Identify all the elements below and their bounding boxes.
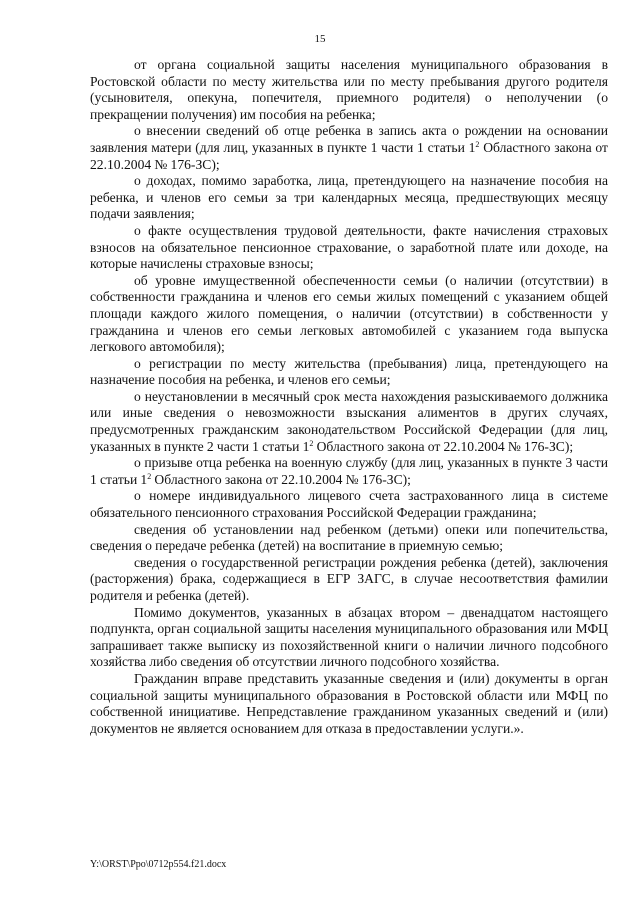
paragraph: сведения об установлении над ребенком (детьми) опеки или попечительства, сведения о передаче ребенка (детей) на воспитание в приемную семью; (90, 521, 608, 554)
paragraph: о призыве отца ребенка на военную службу (для лиц, указанных в пункте 3 части 1 статьи $1^2$ Областного закона от 22.10.2004 № 176-ЗС); (90, 455, 608, 487)
paragraph: Помимо документов, указанных в абзацах втором – двенадцатом настоящего подпункта, орган социальной защиты населения муниципального образования или МФЦ запрашивает также выписку из похозяйственной книги о наличии личного подсобного хозяйства либо сведения об отсутствии личного подсобного хозяйства. (90, 604, 608, 670)
paragraph: от органа социальной защиты населения муниципального образования в Ростовской области по месту жительства или по месту пребывания другого родителя (усыновителя, опекуна, попечителя, приемного родителя) о неполучении (о прекращении получения) им пособия на ребенка; (90, 57, 608, 122)
superscript: 2 (309, 438, 314, 448)
paragraph: о номере индивидуального лицевого счета застрахованного лица в системе обязательного пенсионного страхования Российской Федерации гражданина; (90, 488, 608, 521)
paragraph: о доходах, помимо заработка, лица, претендующего на назначение пособия на ребенка, и членов его семьи за три календарных месяца, предшествующих месяцу подачи заявления; (90, 173, 608, 222)
document-body (90, 57, 608, 737)
paragraph: Гражданин вправе представить указанные сведения и (или) документы в орган социальной защиты муниципального образования в Ростовской области или МФЦ по собственной инициативе. Непредставление гражданином указанных сведений и (или) документов не является основанием для отказа в предоставлении услуги.». (90, 670, 608, 736)
paragraph: о неустановлении в месячный срок места нахождения разыскиваемого должника или иные сведения о невозможности взыскания алиментов в других случаях, предусмотренных гражданским законодательством Российской Федерации (для лиц, указанных в пункте 2 части 1 статьи $1^2$ Областного закона от 22.10.2004 № 176-ЗС); (90, 388, 608, 454)
footer-file-path: Y:\ORST\Ppo\0712p554.f21.docx (90, 859, 227, 870)
superscript: 2 (147, 471, 152, 481)
paragraph: о регистрации по месту жительства (пребывания) лица, претендующего на назначение пособия на ребенка, и членов его семьи; (90, 355, 608, 388)
paragraph: об уровне имущественной обеспеченности семьи (о наличии (отсутствии) в собственности гражданина и членов его семьи жилых помещений с указанием общей площади каждого жилого помещения, о наличии (отсутствии) в собственности у гражданина и членов его семьи легковых автомобилей с указанием года выпуска легкового автомобиля); (90, 272, 608, 355)
paragraph: о внесении сведений об отце ребенка в запись акта о рождении на основании заявления матери (для лиц, указанных в пункте 1 части 1 статьи $1^2$ Областного закона от 22.10.2004 № 176-ЗС); (90, 123, 608, 172)
paragraph: о факте осуществления трудовой деятельности, факте начисления страховых взносов на обязательное пенсионное страхование, о заработной плате или доходе, на которые начислены страховые взносы; (90, 222, 608, 272)
superscript: 2 (475, 139, 480, 149)
paragraph: сведения о государственной регистрации рождения ребенка (детей), заключения (расторжения) брака, содержащиеся в ЕГР ЗАГС, в случае несоответствия фамилии родителя и ребенка (детей). (90, 554, 608, 603)
page-number: 15 (314, 33, 326, 45)
